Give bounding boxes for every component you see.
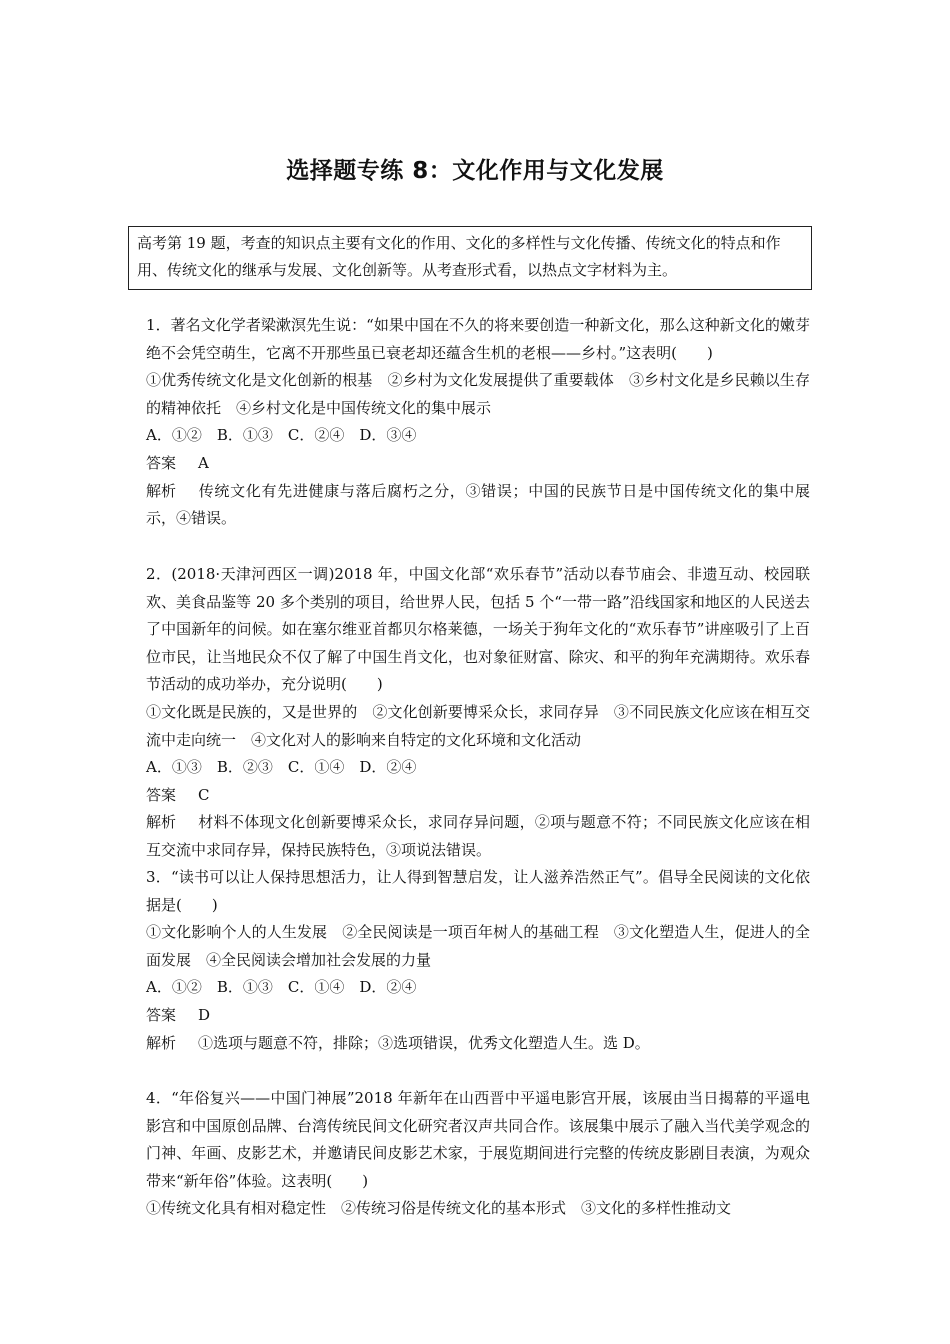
analysis-line <box>146 809 810 864</box>
answer-label: 答案 <box>146 785 177 804</box>
question-3 <box>146 864 810 1057</box>
answer-line <box>146 782 810 810</box>
question-statements: ①优秀传统文化是文化创新的根基 ②乡村为文化发展提供了重要载体 ③乡村文化是乡民赖以生存的精神依托 ④乡村文化是中国传统文化的集中展示 <box>146 371 810 417</box>
intro-box: 高考第 19 题，考查的知识点主要有文化的作用、文化的多样性与文化传播、传统文化的特点和作用、传统文化的继承与发展、文化创新等。从考查形式看，以热点文字材料为主。 <box>128 226 812 290</box>
question-2 <box>146 561 810 865</box>
answer-value: A <box>198 453 209 472</box>
question-statements: ①文化既是民族的，又是世界的 ②文化创新要博采众长，求同存异 ③不同民族文化应该在相互交流中走向统一 ④文化对人的影响来自特定的文化环境和文化活动 <box>146 702 810 749</box>
answer-value: C <box>198 785 210 804</box>
answer-value: D <box>198 1005 211 1024</box>
question-options: A．①② B．①③ C．②④ D．③④ <box>146 426 417 445</box>
analysis-label: 解析 <box>146 481 177 500</box>
analysis-label: 解析 <box>146 813 177 832</box>
analysis-label: 解析 <box>146 1033 177 1052</box>
analysis-line <box>146 1030 810 1058</box>
question-options: A．①② B．①③ C．①④ D．②④ <box>146 978 417 997</box>
question-statements: ①传统文化具有相对稳定性 ②传统习俗是传统文化的基本形式 ③文化的多样性推动文 <box>146 1199 732 1218</box>
analysis-text: ①选项与题意不符，排除；③选项错误，优秀文化塑造人生。选 D。 <box>198 1033 650 1052</box>
question-4 <box>146 1085 810 1223</box>
analysis-text: 材料不体现文化创新要博采众长，求同存异问题，②项与题意不符；不同民族文化应该在相互交流中求同存异，保持民族特色，③项说法错误。 <box>146 813 810 859</box>
analysis-text: 传统文化有先进健康与落后腐朽之分，③错误；中国的民族节日是中国传统文化的集中展示，④错误。 <box>146 481 810 528</box>
answer-line <box>146 1002 810 1030</box>
answer-label: 答案 <box>146 1005 177 1024</box>
question-statements: ①文化影响个人的人生发展 ②全民阅读是一项百年树人的基础工程 ③文化塑造人生，促进人的全面发展 ④全民阅读会增加社会发展的力量 <box>146 923 810 969</box>
question-stem: 2．(2018·天津河西区一调)2018 年，中国文化部“欢乐春节”活动以春节庙会、非遗互动、校园联欢、美食品鉴等 20 多个类别的项目，给世界人民，包括 5 个“一带一路”沿线国家和地区的人民送去了中国新年的问候。如在塞尔维亚首都贝尔格莱德，一场关于狗年文化的“欢乐春节”讲座吸引了上百位市民，让当地民众不仅了解了中国生肖文化，也对象征财富、除灾、和平的狗年充满期待。欢乐春节活动的成功举办，充分说明( ) <box>146 565 810 694</box>
page-title: 选择题专练 8：文化作用与文化发展 <box>286 158 664 184</box>
analysis-line <box>146 478 810 533</box>
question-stem: 3．“读书可以让人保持思想活力，让人得到智慧启发，让人滋养浩然正气”。倡导全民阅读的文化依据是( ) <box>146 868 810 914</box>
answer-label: 答案 <box>146 453 177 472</box>
answer-line <box>146 450 810 478</box>
question-stem: 4．“年俗复兴——中国门神展”2018 年新年在山西晋中平遥电影宫开展，该展由当日揭幕的平遥电影宫和中国原创品牌、台湾传统民间文化研究者汉声共同合作。该展集中展示了融入当代美学观念的门神、年画、皮影艺术，并邀请民间皮影艺术家，于展览期间进行完整的传统皮影剧目表演，为观众带来“新年俗”体验。这表明( ) <box>146 1089 810 1190</box>
question-options: A．①③ B．②③ C．①④ D．②④ <box>146 758 417 777</box>
question-stem: 1．著名文化学者梁漱溟先生说：“如果中国在不久的将来要创造一种新文化，那么这种新文化的嫩芽绝不会凭空萌生，它离不开那些虽已衰老却还蕴含生机的老根——乡村。”这表明( ) <box>146 316 810 362</box>
question-1 <box>146 312 810 533</box>
